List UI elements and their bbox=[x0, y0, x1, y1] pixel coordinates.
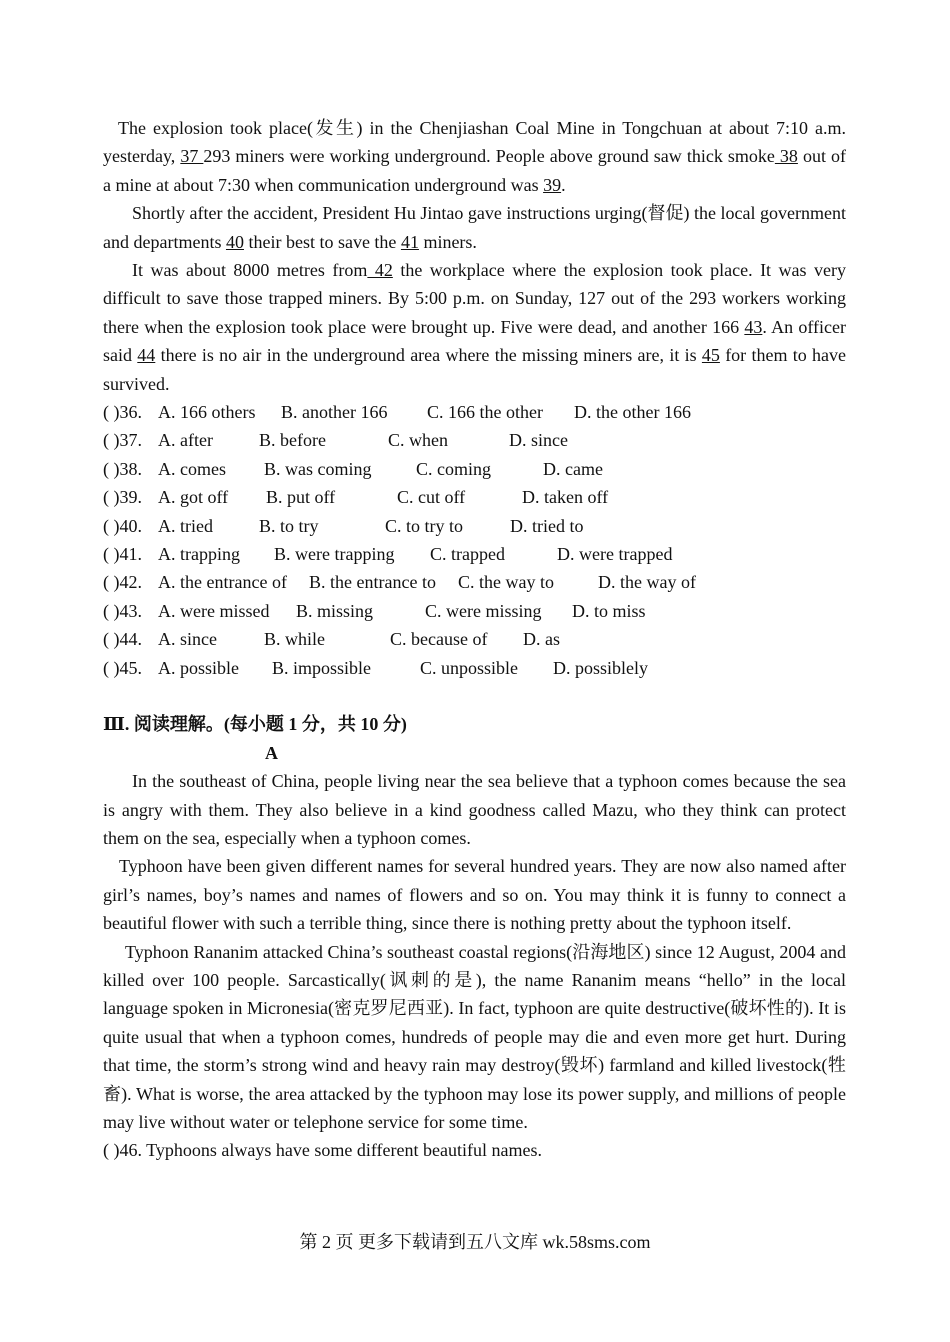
option-c: C. when bbox=[388, 430, 448, 451]
passage-reading bbox=[103, 767, 846, 1136]
question-row bbox=[103, 398, 846, 426]
section-heading: Ⅲ. 阅读理解。(每小题 1 分，共 10 分) bbox=[103, 714, 407, 735]
option-a: A. possible bbox=[158, 657, 239, 678]
option-b: B. was coming bbox=[264, 458, 372, 479]
question-row bbox=[103, 483, 846, 511]
option-d: D. the other 166 bbox=[574, 402, 691, 423]
paragraph bbox=[103, 256, 846, 398]
option-d: D. to miss bbox=[572, 600, 646, 621]
text-segment: The explosion took place(发生) in the Chenjiashan Coal Mine in Tongchuan at about 7:10 a.m. yesterday, bbox=[103, 118, 846, 167]
question-row bbox=[103, 512, 846, 540]
text-segment: the workplace where the explosion took place. It was very difficult to save those trapped miners. By 5:00 p.m. on Sunday, 127 out of the 293 workers working there when the explosion took place were brought up. Five were dead, and another 166 bbox=[103, 260, 846, 337]
option-d: D. possiblely bbox=[553, 657, 649, 678]
page-footer: 第 2 页 更多下载请到五八文库 wk.58sms.com bbox=[299, 1232, 651, 1252]
text-segment: It was about 8000 metres from bbox=[132, 260, 368, 281]
blank-number: 37 bbox=[180, 146, 204, 167]
option-d: D. were trapped bbox=[557, 544, 673, 565]
option-b: B. missing bbox=[296, 600, 374, 621]
option-d: D. as bbox=[523, 629, 560, 650]
option-c: C. cut off bbox=[397, 487, 466, 508]
option-a: A. tried bbox=[158, 515, 213, 536]
option-a: A. were missed bbox=[158, 600, 270, 621]
option-c: C. unpossible bbox=[420, 657, 519, 678]
question-row bbox=[103, 654, 846, 682]
question-number: ( )40. bbox=[103, 515, 142, 536]
text-segment: Typhoon have been given different names for several hundred years. They are now also named after girl’s names, boy’s names and names of flowers and so on. You may think it is funny to connect a beautiful flower with such a terrible thing, since there is nothing pretty about the typhoon itself. bbox=[103, 856, 846, 934]
option-b: B. were trapping bbox=[274, 544, 395, 565]
option-c: C. coming bbox=[416, 458, 491, 479]
paragraph bbox=[103, 767, 846, 852]
option-b: B. to try bbox=[259, 515, 319, 536]
option-a: A. the entrance of bbox=[158, 572, 287, 593]
question-row bbox=[103, 625, 846, 653]
blank-number: 44 bbox=[137, 345, 156, 366]
option-b: B. impossible bbox=[272, 657, 372, 678]
question-row bbox=[103, 455, 846, 483]
option-a: A. trapping bbox=[158, 544, 240, 565]
paragraph bbox=[103, 114, 846, 199]
text-segment: In the southeast of China, people living near the sea believe that a typhoon comes because the sea is angry with them. They also believe in a kind goodness called Mazu, who they think can protect them on the sea, especially when a typhoon comes. bbox=[103, 771, 846, 848]
option-c: C. 166 the other bbox=[427, 402, 543, 423]
question-row bbox=[103, 426, 846, 454]
question-number: ( )44. bbox=[103, 629, 142, 650]
option-a: A. 166 others bbox=[158, 402, 256, 423]
text-segment: . An officer said bbox=[103, 316, 846, 366]
option-a: A. since bbox=[158, 629, 217, 650]
question-row bbox=[103, 540, 846, 568]
question-number: ( )39. bbox=[103, 487, 142, 508]
option-b: B. before bbox=[259, 430, 326, 451]
option-c: C. the way to bbox=[458, 572, 554, 593]
content bbox=[103, 114, 846, 1165]
question-row bbox=[103, 568, 846, 596]
question-number: ( )41. bbox=[103, 544, 142, 565]
text-segment: 293 miners were working underground. People above ground saw thick smoke bbox=[203, 146, 775, 167]
option-d: D. tried to bbox=[510, 515, 584, 536]
blank-number: 42 bbox=[367, 260, 393, 281]
text-segment: Shortly after the accident, President Hu Jintao gave instructions urging(督促) the local government and departments bbox=[103, 203, 846, 252]
paragraph bbox=[103, 199, 846, 256]
paragraph bbox=[103, 852, 846, 937]
blank-number: 45 bbox=[701, 345, 720, 366]
paragraph bbox=[103, 938, 846, 1137]
text-segment: for them to have survived. bbox=[103, 345, 847, 394]
question-number: ( )38. bbox=[103, 458, 142, 479]
option-d: D. the way of bbox=[598, 572, 696, 593]
option-b: B. the entrance to bbox=[309, 572, 436, 593]
option-c: C. to try to bbox=[385, 515, 464, 536]
text-segment: Typhoon Rananim attacked China’s southeast coastal regions(沿海地区) since 12 August, 2004 and killed over 100 people. Sarcastically(讽刺的是), the name Rananim means “hello” in the local language spoken in Micronesia(密克罗尼西亚). In fact, typhoon are quite destructive(破坏性的). It is quite usual that when a typhoon comes, hundreds of people may die and even more get hurt. During that time, the storm’s strong wind and heavy rain may destroy(毁坏) farmland and killed livestock(牲畜). What is worse, the area attacked by the typhoon may lose its power supply, and millions of people may live without water or telephone service for some time. bbox=[103, 941, 846, 1133]
question-list bbox=[103, 398, 846, 682]
text-segment: . bbox=[561, 174, 566, 195]
option-b: B. another 166 bbox=[281, 402, 388, 423]
option-c: C. were missing bbox=[425, 600, 542, 621]
question-number: ( )37. bbox=[103, 430, 142, 451]
option-b: B. while bbox=[264, 629, 325, 650]
blank-number: 38 bbox=[774, 146, 798, 167]
option-d: D. since bbox=[509, 430, 568, 451]
text-segment: their best to save the bbox=[243, 231, 401, 252]
question-number: ( )45. bbox=[103, 657, 142, 678]
passage-label: A bbox=[265, 742, 278, 763]
blank-number: 43 bbox=[744, 316, 763, 337]
option-a: A. comes bbox=[158, 458, 226, 479]
option-d: D. taken off bbox=[522, 487, 609, 508]
text-segment: out of a mine at about 7:30 when communication underground was bbox=[103, 146, 846, 195]
text-segment: miners. bbox=[418, 231, 477, 252]
question-row bbox=[103, 597, 846, 625]
option-c: C. because of bbox=[390, 629, 488, 650]
option-c: C. trapped bbox=[430, 544, 505, 565]
option-b: B. put off bbox=[266, 487, 336, 508]
question-number: ( )42. bbox=[103, 572, 142, 593]
passage-cloze bbox=[103, 114, 846, 398]
blank-number: 41 bbox=[400, 231, 419, 252]
blank-number: 39 bbox=[543, 174, 562, 195]
question-number: ( )36. bbox=[103, 402, 142, 423]
blank-number: 40 bbox=[225, 231, 244, 252]
option-a: A. got off bbox=[158, 487, 229, 508]
question-46: ( )46. Typhoons always have some different beautiful names. bbox=[103, 1140, 542, 1161]
question-number: ( )43. bbox=[103, 600, 142, 621]
option-d: D. came bbox=[543, 458, 603, 479]
option-a: A. after bbox=[158, 430, 213, 451]
text-segment: there is no air in the underground area where the missing miners are, it is bbox=[155, 345, 702, 366]
